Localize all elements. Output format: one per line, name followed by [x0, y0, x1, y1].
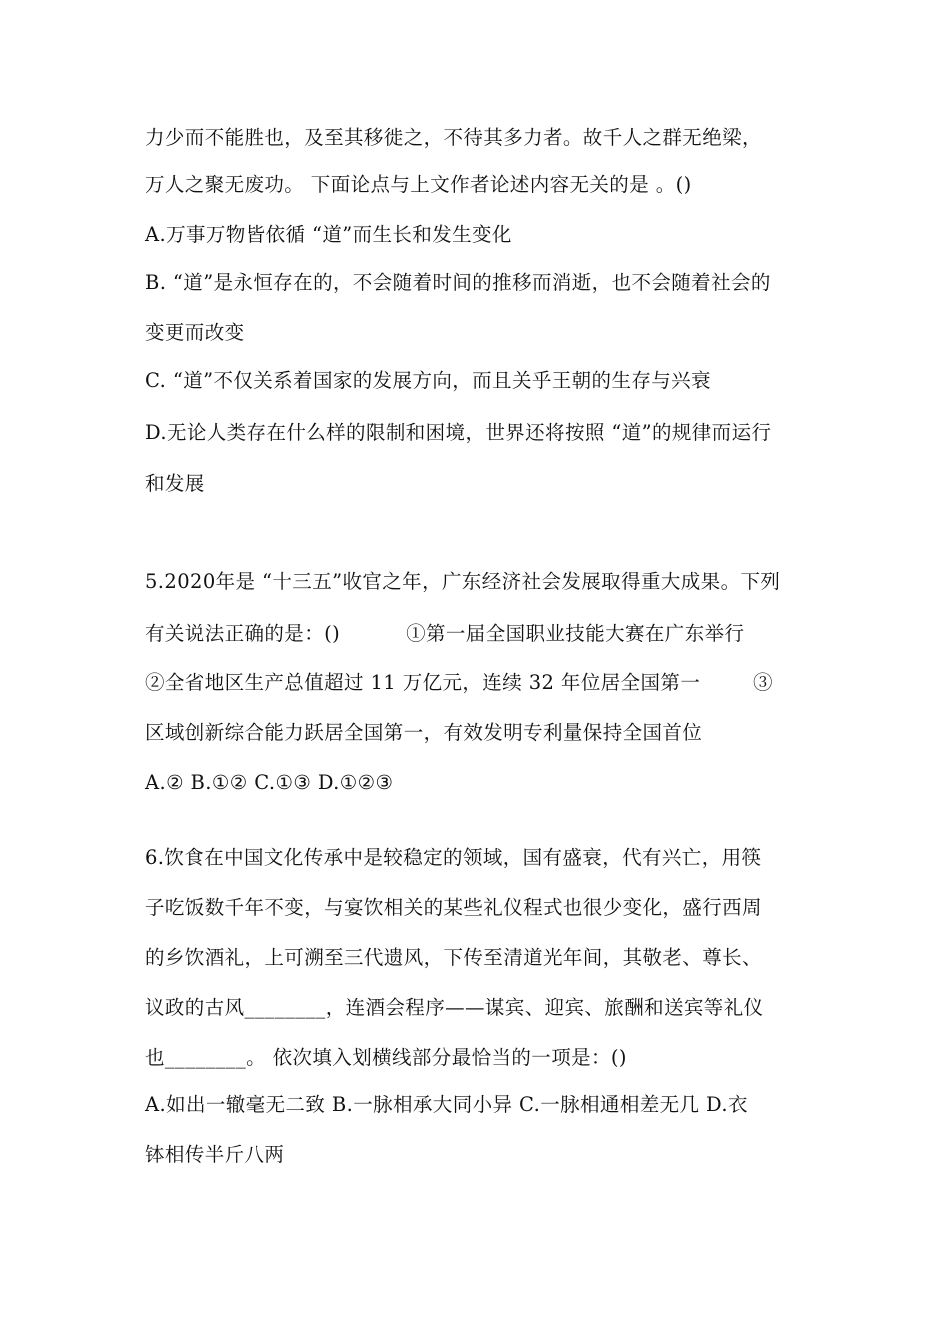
q6-options-line-1: A.如出一辙毫无二致 B.一脉相承大同小异 C.一脉相通相差无几 D.衣 [145, 1093, 748, 1116]
q4-option-b-line-1: B. “道”是永恒存在的，不会随着时间的推移而消逝，也不会随着社会的 [145, 271, 771, 294]
q4-option-d-line-1: D.无论人类存在什么样的限制和困境，世界还将按照 “道”的规律而运行 [145, 421, 772, 444]
q5-line-3: ②全省地区生产总值超过 11 万亿元，连续 32 年位居全国第一 ③ [145, 671, 773, 694]
q4-option-a: A.万事万物皆依循 “道”而生长和发生变化 [145, 223, 512, 246]
q4-option-d-line-2: 和发展 [145, 472, 205, 495]
q5-line-1: 5.2020年是 “十三五”收官之年，广东经济社会发展取得重大成果。下列 [145, 570, 781, 593]
q4-option-b-line-2: 变更而改变 [145, 321, 245, 344]
q5-line-4: 区域创新综合能力跃居全国第一，有效发明专利量保持全国首位 [145, 721, 703, 744]
q6-line-4: 议政的古风________，连酒会程序——谋宾、迎宾、旅酬和送宾等礼仪 [145, 996, 764, 1019]
q4-passage-line-1: 力少而不能胜也，及至其移徙之，不待其多力者。故千人之群无绝梁， [145, 126, 762, 149]
q4-option-c: C. “道”不仅关系着国家的发展方向，而且关乎王朝的生存与兴衰 [145, 369, 711, 392]
q4-passage-line-2: 万人之聚无废功。 下面论点与上文作者论述内容无关的是 。() [145, 173, 692, 196]
q6-line-3: 的乡饮酒礼，上可溯至三代遗风，下传至清道光年间，其敬老、尊长、 [145, 946, 762, 969]
q6-line-2: 子吃饭数千年不变，与宴饮相关的某些礼仪程式也很少变化，盛行西周 [145, 896, 762, 919]
q6-line-5: 也________。 依次填入划横线部分最恰当的一项是：() [145, 1046, 627, 1069]
q5-line-2: 有关说法正确的是：() ①第一届全国职业技能大赛在广东举行 [145, 622, 745, 645]
q6-options-line-2: 钵相传半斤八两 [145, 1143, 285, 1166]
q6-line-1: 6.饮食在中国文化传承中是较稳定的领域，国有盛衰，代有兴亡，用筷 [145, 846, 762, 869]
q5-options: A.② B.①② C.①③ D.①②③ [145, 771, 394, 794]
